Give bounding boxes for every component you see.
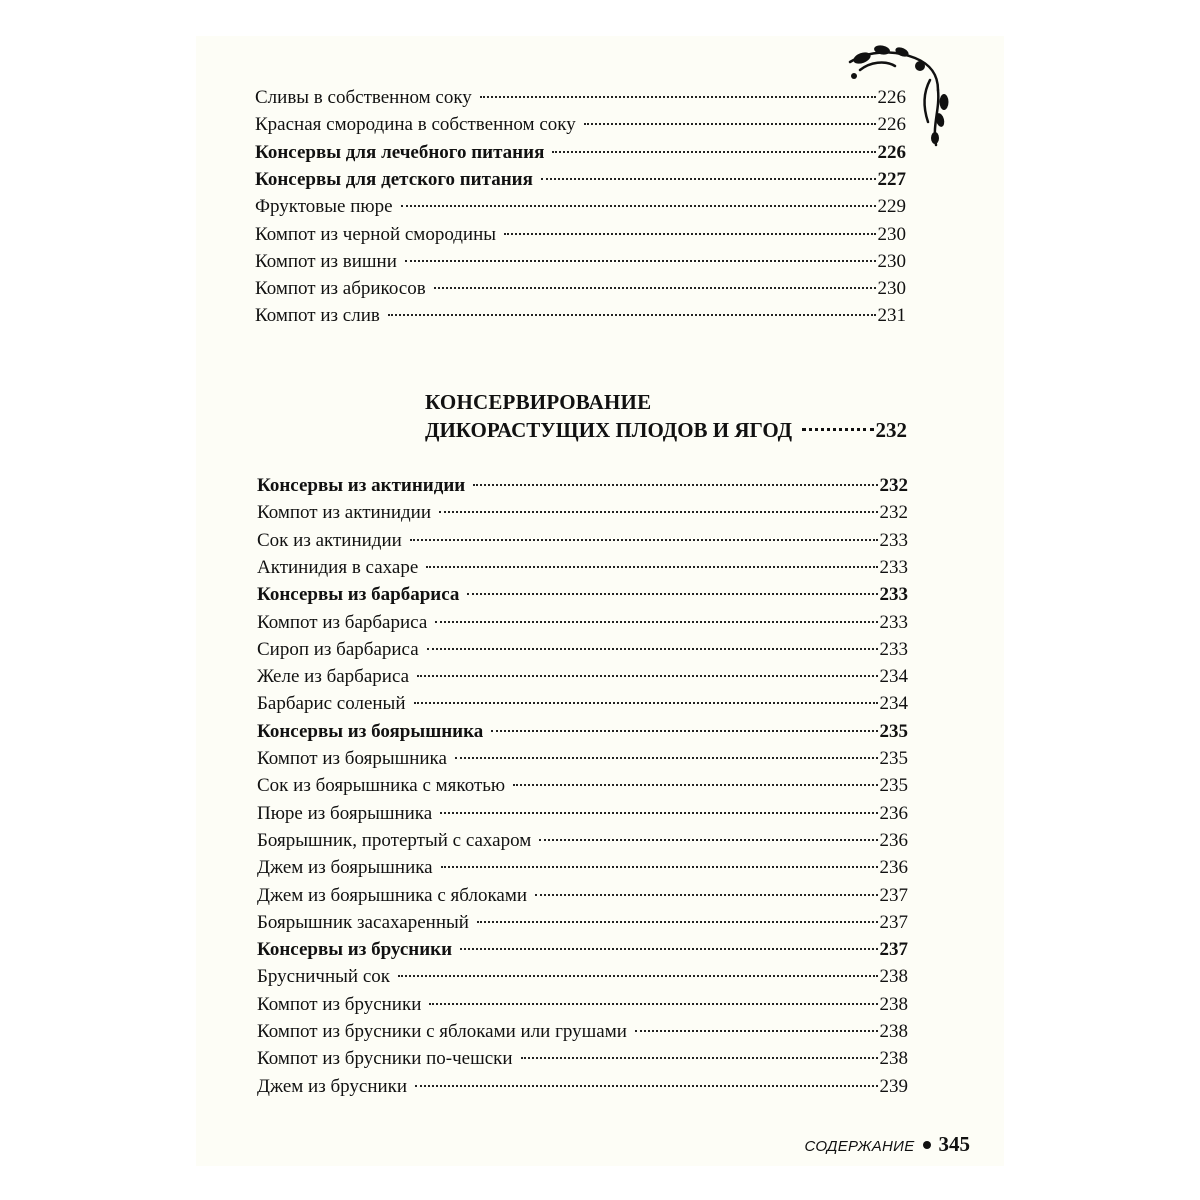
toc-entry-row: [255, 194, 906, 220]
toc-entry-row: [255, 249, 906, 275]
dot-leader: [477, 921, 878, 923]
toc-entry-page: 235: [879, 775, 908, 797]
toc-entry-page: 236: [879, 802, 908, 824]
dot-leader: [441, 866, 878, 868]
toc-entry-title: Сок из боярышника с мякотью: [257, 775, 506, 797]
toc-entry-page: 226: [877, 141, 906, 163]
dot-leader: [398, 975, 878, 977]
toc-entry-page: 234: [879, 666, 908, 688]
toc-subsection-row: [257, 937, 908, 963]
toc-subsection-row: [255, 167, 906, 193]
toc-subsection-row: [257, 473, 908, 499]
dot-leader: [427, 648, 878, 650]
toc-entry-title: Боярышник засахаренный: [257, 911, 469, 933]
dot-leader: [480, 96, 876, 98]
toc-entry-title: Компот из барбариса: [257, 611, 428, 633]
toc-entry-title: Компот из брусники по-чешски: [257, 1048, 513, 1070]
dot-leader: [440, 812, 877, 814]
dot-leader: [467, 593, 877, 595]
page-number: 345: [938, 1132, 970, 1156]
dot-leader: [521, 1057, 878, 1059]
toc-entry-row: [257, 746, 908, 772]
dot-leader: [405, 260, 876, 262]
toc-entry-page: 232: [879, 475, 908, 496]
toc-entry-row: [257, 637, 908, 663]
toc-entry-page: 233: [879, 611, 908, 633]
section-heading-title: ДИКОРАСТУЩИХ ПЛОДОВ И ЯГОД: [425, 418, 793, 442]
toc-entry-title: Сливы в собственном соку: [255, 87, 472, 108]
toc-entry-title: Боярышник, протертый с сахаром: [257, 829, 532, 851]
toc-entry-row: [255, 276, 906, 302]
toc-entry-title: Пюре из боярышника: [257, 802, 433, 824]
toc-entry-title: Джем из брусники: [257, 1075, 408, 1097]
toc-entry-row: [257, 801, 908, 827]
toc-entry-row: [257, 883, 908, 909]
toc-entry-title: Сироп из барбариса: [257, 638, 419, 660]
toc-entry-page: 226: [877, 87, 906, 108]
dot-leader: [513, 784, 877, 786]
toc-entry-title: Джем из боярышника с яблоками: [257, 884, 528, 906]
toc-entry-title: Консервы для лечебного питания: [255, 141, 545, 163]
toc-entry-title: Консервы из боярышника: [257, 720, 484, 742]
toc-entry-row: [257, 691, 908, 717]
dot-leader: [460, 948, 877, 950]
dot-leader: [552, 151, 875, 153]
dot-leader: [584, 123, 876, 125]
toc-entry-page: 237: [879, 911, 908, 933]
toc-entry-title: Компот из вишни: [255, 250, 397, 272]
dot-leader: [635, 1030, 878, 1032]
toc-entry-row: [257, 610, 908, 636]
dot-leader: [802, 428, 873, 431]
toc-entry-title: Компот из слив: [255, 305, 380, 327]
toc-entry-row: [257, 828, 908, 854]
toc-entry-row: [255, 303, 906, 329]
toc-subsection-row: [257, 719, 908, 745]
toc-entry-page: 231: [877, 305, 906, 327]
toc-entry-page: 235: [879, 748, 908, 769]
toc-entry-page: 238: [879, 1021, 908, 1042]
toc-entry-row: [257, 664, 908, 690]
toc-entry-title: Компот из брусники с яблоками или грушами: [257, 1021, 627, 1042]
toc-entry-page: 229: [877, 196, 906, 218]
dot-leader: [455, 757, 878, 759]
toc-entry-title: Компот из брусники: [257, 993, 422, 1015]
bullet-dot-icon: [923, 1141, 931, 1149]
dot-leader: [434, 287, 876, 289]
dot-leader: [429, 1003, 877, 1005]
dot-leader: [388, 314, 876, 316]
dot-leader: [415, 1085, 877, 1087]
toc-entry-title: Компот из абрикосов: [255, 278, 426, 300]
toc-entry-page: 233: [879, 529, 908, 551]
toc-entry-page: 233: [879, 556, 908, 578]
toc-entry-title: Компот из актинидии: [257, 502, 432, 524]
toc-entry-row: [257, 855, 908, 881]
dot-leader: [426, 566, 877, 568]
dot-leader: [414, 702, 878, 704]
footer-section-name: СОДЕРЖАНИЕ: [804, 1138, 915, 1155]
toc-entry-page: 238: [879, 1048, 908, 1070]
dot-leader: [539, 839, 877, 841]
toc-entry-page: 232: [879, 502, 908, 524]
toc-entry-page: 236: [879, 857, 908, 879]
toc-entry-title: Фруктовые пюре: [255, 196, 393, 218]
toc-entry-title: Барбарис соленый: [257, 693, 406, 715]
toc-entry-title: Брусничный сок: [257, 966, 390, 988]
toc-entry-title: Консервы для детского питания: [255, 168, 533, 190]
toc-entry-row: [257, 773, 908, 799]
dot-leader: [535, 894, 877, 896]
toc-entry-page: 237: [879, 884, 908, 906]
toc-entry-title: Компот из боярышника: [257, 748, 447, 769]
toc-entry-page: 230: [877, 223, 906, 245]
dot-leader: [410, 539, 878, 541]
toc-entry-title: Консервы из брусники: [257, 939, 453, 961]
dot-leader: [491, 730, 877, 732]
toc-entry-row: [257, 992, 908, 1018]
toc-entry-row: [257, 555, 908, 581]
dot-leader: [504, 233, 875, 235]
toc-entry-page: 230: [877, 278, 906, 300]
toc-entry-page: 238: [879, 966, 908, 988]
toc-entry-page: 227: [877, 168, 906, 190]
toc-entry-title: Актинидия в сахаре: [257, 556, 419, 578]
section-heading-page: 232: [875, 418, 907, 442]
toc-entry-page: 230: [877, 250, 906, 272]
toc-subsection-row: [257, 582, 908, 608]
toc-entry-row: [257, 964, 908, 990]
toc-entry-title: Желе из барбариса: [257, 666, 410, 688]
toc-entry-title: Компот из черной смородины: [255, 223, 497, 245]
toc-entry-page: 236: [879, 829, 908, 851]
section-heading-line1: КОНСЕРВИРОВАНИЕ: [425, 390, 652, 414]
toc-entry-page: 233: [879, 638, 908, 660]
toc-entry-row: [257, 1046, 908, 1072]
toc-entry-page: 239: [879, 1075, 908, 1097]
toc-entry-title: Джем из боярышника: [257, 857, 433, 879]
dot-leader: [435, 621, 877, 623]
section-heading-line2: [425, 416, 907, 444]
toc-entry-row: [255, 222, 906, 248]
toc-entry-row: [255, 85, 906, 111]
toc-entry-page: 233: [879, 584, 908, 606]
page-footer: [780, 1132, 970, 1157]
dot-leader: [439, 511, 877, 513]
toc-entry-row: [257, 910, 908, 936]
toc-entry-title: Сок из актинидии: [257, 529, 402, 551]
dot-leader: [473, 484, 877, 486]
dot-leader: [541, 178, 876, 180]
toc-entry-page: 237: [879, 939, 908, 961]
toc-entry-page: 234: [879, 693, 908, 715]
toc-entry-title: Красная смородина в собственном соку: [255, 114, 576, 136]
toc-entry-row: [257, 500, 908, 526]
toc-entry-page: 235: [879, 720, 908, 742]
dot-leader: [417, 675, 877, 677]
toc-entry-title: Консервы из актинидии: [257, 475, 466, 496]
toc-entry-row: [257, 528, 908, 554]
toc-entry-title: Консервы из барбариса: [257, 584, 460, 606]
toc-entry-row: [255, 112, 906, 138]
toc-entry-row: [257, 1019, 908, 1045]
toc-entry-page: 226: [877, 114, 906, 136]
toc-entry-row: [257, 1074, 908, 1100]
toc-entry-page: 238: [879, 993, 908, 1015]
toc-subsection-row: [255, 140, 906, 166]
dot-leader: [401, 205, 876, 207]
